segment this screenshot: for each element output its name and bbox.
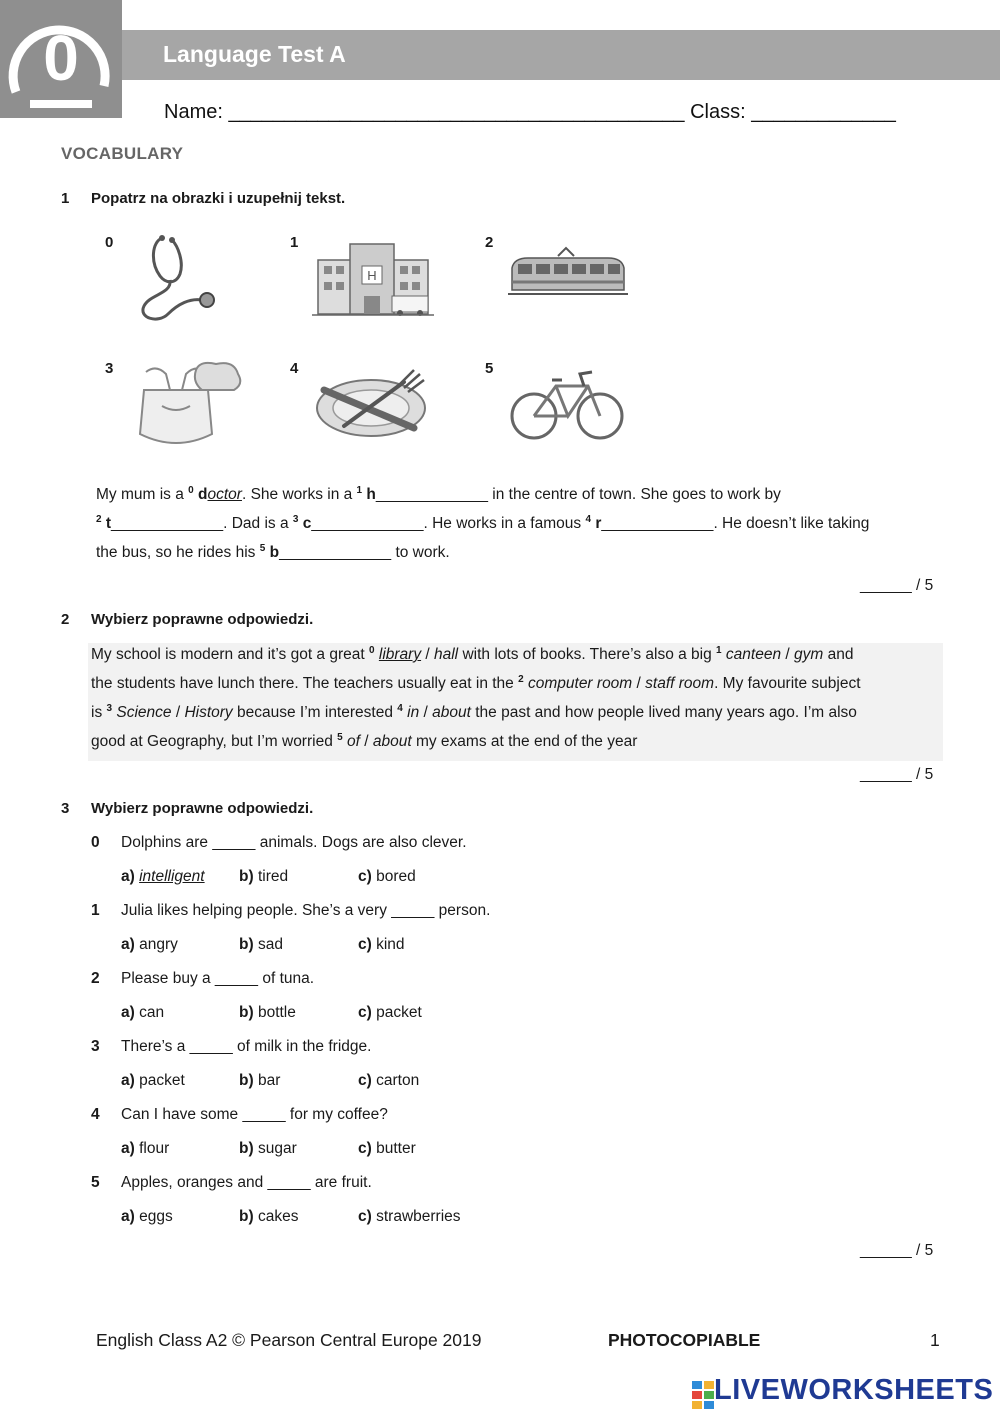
- chef-icon: [126, 360, 246, 455]
- question-text: Dolphins are _____ animals. Dogs are also clever.: [121, 834, 467, 851]
- unit-zero-icon: [0, 0, 122, 118]
- gap-5[interactable]: _____________: [279, 544, 392, 561]
- question-text: Apples, oranges and _____ are fruit.: [121, 1174, 372, 1191]
- exercise-1-text-line-2: $^2$ t_____________. Dad is a $^3$ c_____________. He works in a famous $^4$ r_____________. He doesn’t like taking: [96, 514, 870, 532]
- option-b[interactable]: b) cakes: [239, 1208, 299, 1225]
- option-b[interactable]: b) sad: [239, 936, 283, 953]
- hospital-icon: [312, 240, 434, 321]
- option-0b[interactable]: hall: [434, 646, 459, 663]
- exercise-2-line-4: good at Geography, but I’m worried $^5$ of / about my exams at the end of the year: [91, 732, 638, 750]
- option-a[interactable]: a) flour: [121, 1140, 170, 1157]
- option-c[interactable]: c) strawberries: [358, 1208, 461, 1225]
- option-0a[interactable]: library: [378, 646, 422, 663]
- question-text: Julia likes helping people. She’s a very _____ person.: [121, 902, 491, 919]
- exercise-2-line-1: My school is modern and it’s got a great $^0$ library / hall with lots of books. There’s also a big $^1$ canteen / gym and: [91, 645, 854, 663]
- question-text: Please buy a _____ of tuna.: [121, 970, 315, 987]
- stethoscope-icon: [132, 232, 222, 332]
- gap-2[interactable]: _____________: [111, 515, 224, 532]
- picture-label-1: 1: [290, 234, 299, 251]
- picture-label-3: 3: [105, 360, 114, 377]
- option-a[interactable]: a) packet: [121, 1072, 185, 1089]
- option-1a[interactable]: canteen: [725, 646, 782, 663]
- option-c[interactable]: c) butter: [358, 1140, 416, 1157]
- question-text: Can I have some _____ for my coffee?: [121, 1106, 388, 1123]
- option-3b[interactable]: History: [184, 704, 233, 721]
- picture-label-4: 4: [290, 360, 299, 377]
- picture-label-0: 0: [105, 234, 114, 251]
- example-answer-0: octor: [207, 486, 242, 503]
- option-a[interactable]: a) can: [121, 1004, 165, 1021]
- exercise-2-score: ______ / 5: [860, 766, 934, 783]
- option-5a[interactable]: of: [347, 733, 360, 750]
- exercise-1-number: 1: [61, 190, 70, 207]
- option-1b[interactable]: gym: [794, 646, 824, 663]
- question-number: 4: [91, 1106, 100, 1123]
- exercise-2-line-2: the students have lunch there. The teachers usually eat in the $^2$ computer room / staff room. My favourite subject: [91, 674, 861, 692]
- picture-label-5: 5: [485, 360, 494, 377]
- question-text: There’s a _____ of milk in the fridge.: [121, 1038, 372, 1055]
- liveworksheets-logo: [692, 1374, 993, 1409]
- exercise-2-line-3: is $^3$ Science / History because I’m interested $^4$ in / about the past and how people lived many years ago. I’m also: [91, 703, 857, 721]
- option-4a[interactable]: in: [407, 704, 420, 721]
- option-2b[interactable]: staff room: [645, 675, 715, 692]
- svg-text:H: H: [367, 268, 377, 283]
- question-number: 1: [91, 902, 100, 919]
- exercise-2-instruction: Wybierz poprawne odpowiedzi.: [91, 611, 314, 628]
- option-c[interactable]: c) carton: [358, 1072, 420, 1089]
- option-a[interactable]: a) angry: [121, 936, 178, 953]
- gap-1[interactable]: _____________: [375, 486, 488, 503]
- option-a[interactable]: a) eggs: [121, 1208, 173, 1225]
- picture-label-2: 2: [485, 234, 494, 251]
- option-3a[interactable]: Science: [116, 704, 172, 721]
- footer-copyright: English Class A2 © Pearson Central Europe 2019: [96, 1330, 482, 1350]
- option-a[interactable]: a) intelligent: [121, 868, 205, 885]
- liveworksheets-logo-icon: [692, 1381, 714, 1409]
- section-heading: VOCABULARY: [61, 144, 184, 163]
- option-2a[interactable]: computer room: [527, 675, 633, 692]
- question-number: 3: [91, 1038, 100, 1055]
- footer-photocopiable: PHOTOCOPIABLE: [608, 1330, 761, 1350]
- option-5b[interactable]: about: [372, 733, 412, 750]
- exercise-1-text-line-3: the bus, so he rides his $^5$ b_____________ to work.: [96, 543, 450, 561]
- question-number: 0: [91, 834, 100, 851]
- tram-icon: [508, 246, 628, 305]
- liveworksheets-watermark: LIVEWORKSHEETS: [714, 1374, 994, 1406]
- page-number: 1: [930, 1330, 940, 1350]
- exercise-1-text-line-1: My mum is a $^0$ doctor. She works in a $^1$ h_____________ in the centre of town. She goes to work by: [96, 485, 781, 503]
- exercise-1-instruction: Popatrz na obrazki i uzupełnij tekst.: [91, 190, 346, 207]
- gap-3[interactable]: _____________: [311, 515, 424, 532]
- exercise-2-number: 2: [61, 611, 70, 628]
- page-title: Language Test A: [163, 41, 346, 67]
- option-c[interactable]: c) packet: [358, 1004, 422, 1021]
- exercise-1-score: ______ / 5: [860, 577, 934, 594]
- option-c[interactable]: c) kind: [358, 936, 405, 953]
- option-b[interactable]: b) tired: [239, 868, 289, 885]
- gap-4[interactable]: _____________: [601, 515, 714, 532]
- plate-cutlery-icon: [314, 368, 429, 445]
- question-number: 2: [91, 970, 100, 987]
- option-b[interactable]: b) sugar: [239, 1140, 297, 1157]
- option-c[interactable]: c) bored: [358, 868, 416, 885]
- class-field[interactable]: _____________: [751, 101, 896, 123]
- name-class-line: [164, 101, 896, 124]
- name-field[interactable]: _________________________________________: [228, 101, 685, 123]
- unit-number: 0: [43, 22, 79, 94]
- question-number: 5: [91, 1174, 100, 1191]
- unit-badge: [0, 0, 122, 118]
- exercise-3-instruction: Wybierz poprawne odpowiedzi.: [91, 800, 314, 817]
- bicycle-icon: [508, 366, 626, 447]
- exercise-3-number: 3: [61, 800, 70, 817]
- class-label: Class:: [690, 101, 746, 123]
- option-b[interactable]: b) bottle: [239, 1004, 296, 1021]
- option-b[interactable]: b) bar: [239, 1072, 281, 1089]
- name-label: Name:: [164, 101, 223, 123]
- option-4b[interactable]: about: [432, 704, 471, 721]
- exercise-3-score: ______ / 5: [860, 1242, 934, 1259]
